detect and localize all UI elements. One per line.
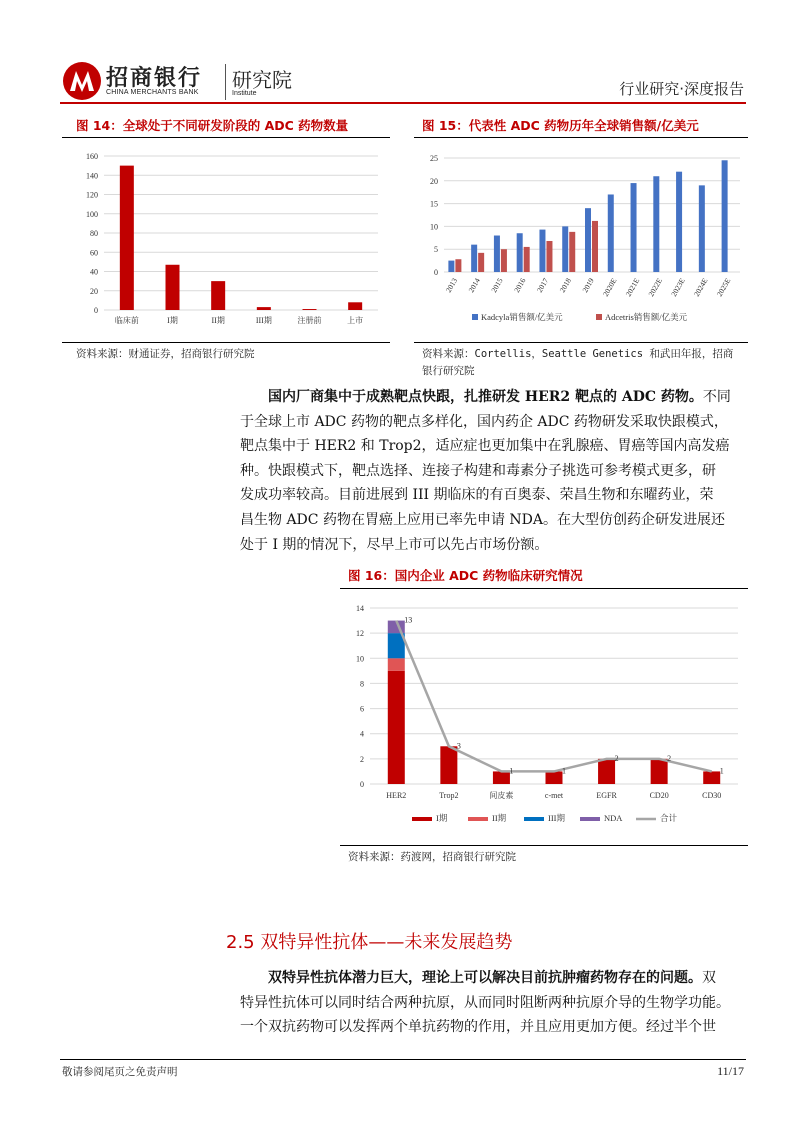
fig15-y-tick-label: 25: [430, 154, 438, 163]
fig16-bar-segment: [388, 658, 405, 671]
fig15-bar: [494, 236, 500, 272]
fig15-y-tick-label: 15: [430, 199, 438, 209]
figure-16-title: 图 16：国内企业 ADC 药物临床研究情况: [348, 568, 583, 583]
paragraph-lead: 国内厂商集中于成熟靶点快跟，扎推研发 HER2 靶点的 ADC 药物。: [268, 389, 703, 405]
fig14-bar: [257, 307, 271, 310]
paragraph-line: 昌生物 ADC 药物在胃癌上应用已率先申请 NDA。在大型仿创药企研发进展还: [240, 511, 725, 528]
fig15-bar: [539, 230, 545, 272]
fig14-y-tick-label: 20: [90, 286, 98, 296]
footer-disclaimer: 敬请参阅尾页之免责声明: [62, 1066, 178, 1078]
fig15-legend-label: Kadcyla销售额/亿美元: [481, 312, 563, 322]
paragraph-line: [240, 966, 750, 991]
fig16-bar-segment: [651, 759, 668, 784]
fig16-legend-label: I期: [436, 813, 448, 823]
figure-16-chart: [340, 592, 748, 842]
fig15-bar: [631, 183, 637, 272]
fig15-bar: [699, 185, 705, 272]
fig14-bar: [166, 265, 180, 310]
fig16-bar-segment: [598, 759, 615, 784]
fig16-x-tick-label: EGFR: [596, 791, 617, 800]
fig15-legend-swatch: [472, 314, 478, 320]
report-type: 行业研究·深度报告: [619, 80, 744, 98]
figure-15-chart: [414, 140, 748, 340]
fig15-x-tick-label: 2014: [466, 276, 482, 294]
fig15-x-tick-label: 2018: [557, 276, 573, 294]
bank-name-en: CHINA MERCHANTS BANK: [106, 89, 199, 96]
fig15-y-tick-label: 0: [434, 268, 438, 277]
fig14-x-tick-label: III期: [255, 316, 272, 325]
bank-name: 招商银行: [106, 66, 203, 91]
fig14-y-tick-label: 0: [94, 306, 98, 315]
fig16-data-label: 2: [667, 753, 672, 763]
fig15-bar: [478, 253, 484, 272]
header-rule: [60, 102, 746, 104]
page-header: [0, 0, 800, 104]
paragraph-line: [240, 385, 750, 410]
fig16-legend-swatch: [468, 817, 488, 821]
fig16-bar-segment: [703, 771, 720, 784]
fig15-x-tick-label: 2015: [489, 276, 505, 294]
fig15-x-tick-label: 2019: [580, 276, 596, 294]
fig14-bar: [120, 166, 134, 310]
cmb-logo-icon: [62, 61, 102, 101]
fig16-legend-swatch: [412, 817, 432, 821]
logo-divider: [225, 64, 226, 100]
fig14-y-tick-label: 120: [86, 190, 98, 200]
fig15-bar: [676, 172, 682, 272]
paragraph-line: 特异性抗体可以同时结合两种抗原，从而同时阻断两种抗原介导的生物学功能。: [240, 994, 730, 1011]
figure-15-rule-top: [414, 137, 748, 138]
fig16-data-label: 1: [562, 766, 566, 776]
fig16-x-tick-label: c-met: [544, 791, 564, 800]
fig16-y-tick-label: 2: [360, 754, 364, 764]
paragraph-line: 一个双抗药物可以发挥两个单抗药物的作用，并且应用更加方便。经过半个世: [240, 1019, 716, 1036]
fig16-x-tick-label: CD30: [702, 791, 722, 800]
fig15-x-tick-label: 2023E: [669, 276, 687, 298]
fig15-bar: [471, 245, 477, 272]
paragraph-line-text: 双: [702, 970, 716, 986]
fig16-y-tick-label: 10: [356, 654, 364, 664]
institute-name-en: Institute: [232, 90, 257, 97]
fig15-legend-swatch: [596, 314, 602, 320]
figure-15-title: 图 15：代表性 ADC 药物历年全球销售额/亿美元: [422, 118, 699, 133]
fig14-x-tick-label: 临床前: [114, 316, 139, 325]
fig14-bar: [348, 302, 362, 310]
figure-14-source: 资料来源：财通证券，招商银行研究院: [76, 348, 255, 360]
paragraph-line: 发成功率较高。目前进展到 III 期临床的有百奥泰、荣昌生物和东曜药业，荣: [240, 487, 714, 504]
paragraph-lead: 双特异性抗体潜力巨大，理论上可以解决目前抗肿瘤药物存在的问题。: [268, 970, 702, 986]
paragraph-domestic-adc: [240, 385, 750, 557]
fig16-data-label: 13: [404, 615, 413, 625]
figure-15-rule-bottom: [414, 342, 748, 343]
fig16-legend-label: II期: [492, 813, 507, 823]
footer-rule: [60, 1059, 746, 1060]
fig16-data-label: 3: [456, 741, 461, 751]
fig15-x-tick-label: 2016: [512, 276, 528, 294]
fig16-y-tick-label: 0: [360, 780, 364, 789]
fig14-x-tick-label: 上市: [347, 316, 364, 325]
fig16-x-tick-label: 间皮素: [489, 791, 514, 800]
fig14-bar: [303, 309, 317, 310]
paragraph-line: 处于 I 期的情况下，尽早上市可以先占市场份额。: [240, 536, 549, 553]
fig16-data-label: 1: [719, 766, 724, 776]
fig15-bar: [592, 221, 598, 272]
figure-15-source: [422, 346, 733, 380]
paragraph-line: 种。快跟模式下，靶点选择、连接子构建和毒素分子挑选可参考模式更多，研: [240, 462, 716, 479]
fig16-data-label: 2: [614, 753, 619, 763]
fig15-bar: [455, 259, 461, 272]
fig15-bar: [585, 208, 591, 272]
fig14-x-tick-label: I期: [167, 316, 178, 325]
fig16-y-tick-label: 12: [356, 629, 364, 639]
fig15-bar: [608, 194, 614, 272]
fig15-x-tick-label: 2020E: [600, 276, 619, 298]
figure-15-source-line-1: 资料来源：Cortellis，Seattle Genetics 和武田年报，招商: [422, 348, 734, 360]
fig14-x-tick-label: 注册前: [297, 316, 322, 325]
fig16-x-tick-label: CD20: [649, 791, 669, 800]
fig15-x-tick-label: 2021E: [623, 276, 642, 298]
fig16-legend-swatch: [524, 817, 544, 821]
fig15-x-tick-label: 2025E: [714, 276, 733, 298]
section-title: 2.5 双特异性抗体——未来发展趋势: [226, 932, 513, 953]
figure-16-source: 资料来源：药渡网，招商银行研究院: [348, 851, 516, 863]
fig15-y-tick-label: 5: [434, 245, 438, 255]
fig15-x-tick-label: 2017: [534, 276, 551, 294]
fig16-bar-segment: [440, 746, 457, 784]
institute-name: 研究院: [232, 68, 292, 92]
fig15-x-tick-label: 2013: [443, 276, 460, 294]
fig14-y-tick-label: 40: [90, 267, 98, 277]
fig15-y-tick-label: 20: [430, 176, 438, 186]
fig15-bar: [562, 226, 568, 272]
fig16-y-tick-label: 6: [360, 704, 364, 714]
figure-15-source-line-2: 银行研究院: [422, 365, 475, 377]
fig14-y-tick-label: 160: [86, 152, 98, 161]
fig14-y-tick-label: 60: [90, 248, 98, 258]
fig15-bar: [517, 233, 523, 272]
fig15-bar: [569, 232, 575, 272]
fig16-bar-segment: [493, 771, 510, 784]
fig16-x-tick-label: Trop2: [439, 791, 459, 800]
fig16-bar-segment: [546, 771, 563, 784]
fig14-x-tick-label: II期: [211, 316, 225, 325]
paragraph-line: 靶点集中于 HER2 和 Trop2，适应症也更加集中在乳腺癌、胃癌等国内高发癌: [240, 438, 730, 455]
fig16-x-tick-label: HER2: [386, 791, 407, 800]
figure-14-rule-top: [62, 137, 390, 138]
fig15-x-tick-label: 2022E: [646, 276, 665, 298]
fig15-bar: [501, 249, 507, 272]
fig14-bar: [211, 281, 225, 310]
fig15-bar: [524, 247, 530, 272]
fig15-y-tick-label: 10: [430, 222, 438, 232]
figure-14-rule-bottom: [62, 342, 390, 343]
fig16-legend-label: 合计: [660, 813, 678, 823]
figure-16-rule-bottom: [340, 845, 748, 846]
figure-14-chart: [62, 140, 390, 340]
fig16-y-tick-label: 8: [360, 679, 364, 689]
fig16-y-tick-label: 14: [356, 604, 364, 613]
fig16-y-tick-label: 4: [360, 729, 364, 739]
fig16-legend-label: III期: [548, 813, 565, 823]
fig14-y-tick-label: 80: [90, 229, 98, 238]
figure-14-title: 图 14：全球处于不同研发阶段的 ADC 药物数量: [76, 118, 349, 133]
fig15-bar: [722, 160, 728, 272]
fig15-bar: [653, 176, 659, 272]
fig16-legend-swatch: [580, 817, 600, 821]
fig16-bar-segment: [388, 671, 405, 784]
paragraph-line: 于全球上市 ADC 药物的靶点多样化，国内药企 ADC 药物研发采取快跟模式，: [240, 413, 728, 430]
fig15-bar: [546, 241, 552, 272]
fig16-data-label: 1: [509, 766, 514, 776]
page-number: 11/17: [717, 1064, 744, 1078]
fig15-x-tick-label: 2024E: [691, 276, 710, 298]
fig15-legend-label: Adcetris销售额/亿美元: [605, 312, 688, 322]
fig14-y-tick-label: 100: [86, 209, 98, 219]
figure-16-rule-top: [340, 588, 748, 589]
fig16-legend-label: NDA: [604, 813, 623, 823]
fig15-bar: [448, 261, 454, 272]
paragraph-line-text: 不同: [702, 389, 731, 405]
fig14-y-tick-label: 140: [86, 171, 98, 181]
paragraph-bispecific: [240, 966, 750, 1040]
